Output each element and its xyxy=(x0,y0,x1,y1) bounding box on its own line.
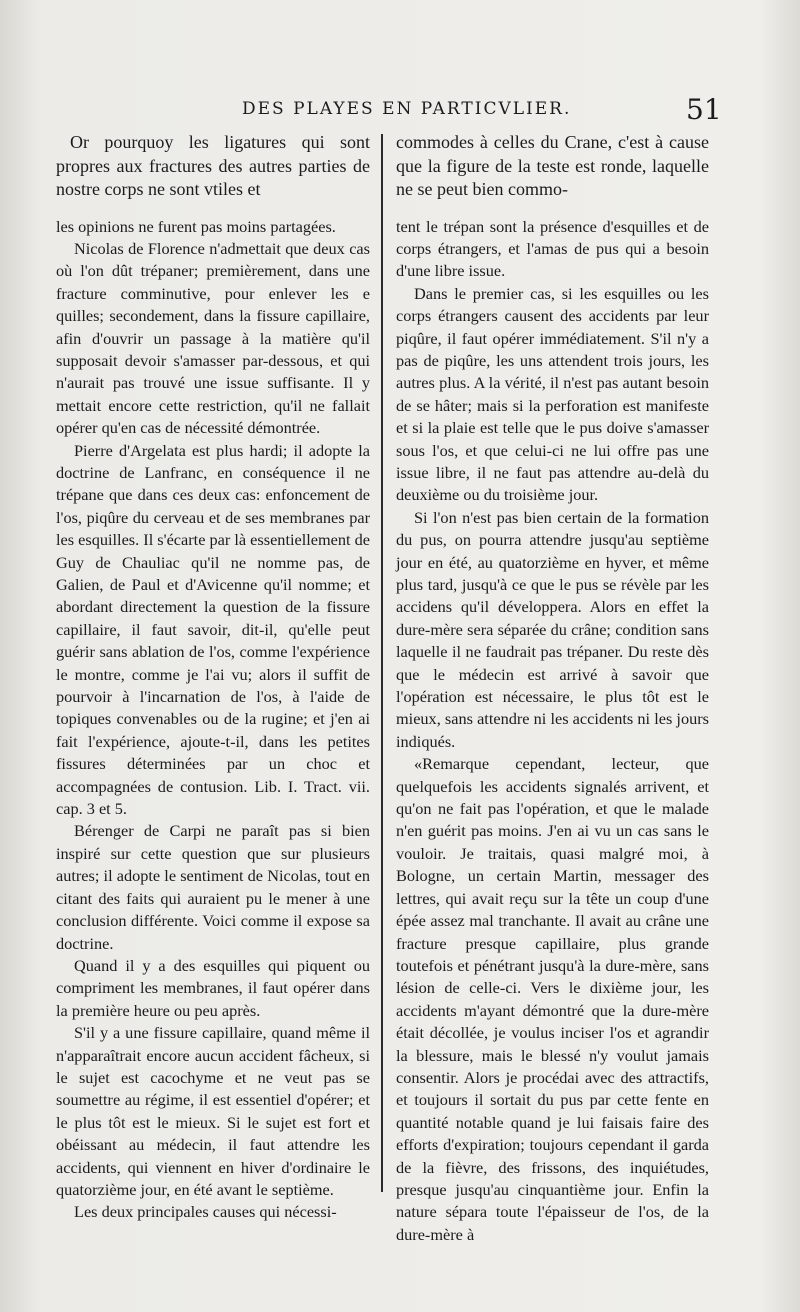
left-column xyxy=(56,131,370,1224)
left-paragraph: les opinions ne furent pas moins partagées. xyxy=(56,216,336,236)
right-lead-text: commodes à celles du Crane, c'est à cause que la figure de la teste est ronde, laquelle ne se peut bien commo- xyxy=(396,132,709,199)
left-paragraph: Nicolas de Florence n'admettait que deux cas où l'on dût trépaner; premièrement, dans une fracture comminutive, pour enlever les e quilles; secondement, dans la fissure capillaire, afin d'ouvrir un passage à la matière qu'il supposait devoir s'amasser par-dessous, et qui n'aurait pas trouvé une issue suffisante. Il y mettait encore cette restriction, qu'il ne fallait opérer qu'en cas de nécessité démontrée. xyxy=(56,238,370,438)
left-paragraph: Bérenger de Carpi ne paraît pas si bien inspiré sur cette question que sur plusieurs autres; il adopte le sentiment de Nicolas, tout en citant des faits qui auraient pu le mener à une conclusion différente. Voici comme il expose sa doctrine. xyxy=(56,821,370,953)
left-paragraph: Pierre d'Argelata est plus hardi; il adopte la doctrine de Lanfranc, en conséquence il ne trépane que dans ces deux cas: enfoncement de l'os, piqûre du cerveau et de ses membranes par les esquilles. Il s'écarte par là essentiellement de Guy de Chauliac qu'il ne nomme pas, de Galien, de Paul et d'Avicenne qu'il nomme; et abordant directement la question de la fissure capillaire, il faut savoir, dit-il, qu'elle peut guérir sans ablation de l'os, comme l'expérience le montre, comme je l'ai vu; alors il suffit de pourvoir à l'incarnation de l'os, à l'aide de topiques convenables ou de la rugine; et j'en ai fait l'expérience, ajoute-t-il, dans les petites fissures déterminées par un choc et accompagnées de contusion. Lib. I. Tract. vii. cap. 3 et 5. xyxy=(56,440,370,819)
right-paragraph: Dans le premier cas, si les esquilles ou les corps étrangers causent des accidents par leur piqûre, il faut opérer immédiatement. S'il n'y a pas de piqûre, les uns attendent trois jours, les autres plus. A la vérité, il n'est pas autant besoin de se hâter; mais si la perforation est manifeste et si la plaie est telle que le pus doive s'amasser sous l'os, et que celui-ci ne lui offre pas une issue libre, il ne faut pas attendre au-delà du deuxième ou du troisième jour. xyxy=(396,283,709,505)
left-paragraph: Quand il y a des esquilles qui piquent ou compriment les membranes, il faut opérer dans la première heure ou peu après. xyxy=(56,955,370,1020)
left-paragraph: Les deux principales causes qui nécessi- xyxy=(74,1202,337,1222)
right-column xyxy=(396,131,709,1246)
right-paragraph: Si l'on n'est pas bien certain de la formation du pus, on pourra attendre jusqu'au septième jour en été, au quatorzième en hyver, et même plus tard, jusqu'à ce que le pus se révèle par les accidens qu'il développera. Alors en effet la dure-mère sera séparée du crâne; condition sans laquelle il ne faudrait pas trépaner. Du reste dès que le médecin est arrivé à savoir que l'opération est nécessaire, le plus tôt est le mieux, sans attendre ni les accidents ni les jours indiqués. xyxy=(396,507,709,751)
left-lead-text: Or pourquoy les ligatures qui sont propres aux fractures des autres parties de nostre corps ne sont vtiles et xyxy=(56,132,370,199)
running-title: DES PLAYES EN PARTICVLIER. xyxy=(242,99,572,119)
right-paragraph: tent le trépan sont la présence d'esquilles et de corps étrangers, et l'amas de pus qui a besoin d'une libre issue. xyxy=(396,216,709,281)
column-divider xyxy=(381,134,383,1192)
left-paragraph: S'il y a une fissure capillaire, quand même il n'apparaîtrait encore aucun accident fâcheux, si le sujet est cacochyme et ne veut pas se soumettre au régime, il est essentiel d'opérer; et le plus tôt est le mieux. Si le sujet est fort et obéissant au médecin, il faut attendre les accidents, qui viennent en hiver d'ordinaire le quatorzième jour, en été avant le septième. xyxy=(56,1023,370,1199)
page-number: 51 xyxy=(686,93,722,126)
right-paragraph: «Remarque cependant, lecteur, que quelquefois les accidents signalés arrivent, et qu'on ne fait pas l'opération, et que le malade n'en guérit pas moins. J'en ai vu un cas sans le vouloir. Je traitais, quasi malgré moi, à Bologne, un certain Martin, messager des lettres, qui avait reçu sur la tête un coup d'une épée assez mal tranchante. Il avait au crâne une fracture presque capillaire, plus grande toutefois et pénétrant jusqu'à la dure-mère, sans lésion de celle-ci. Vers le dixième jour, les accidents m'ayant démontré que la dure-mère était décollée, je voulus inciser l'os et agrandir la blessure, mais le blessé n'y voulut jamais consentir. Alors je procédai avec des attractifs, et toujours il sortait du pus par cette fente en quantité notable quand je lui faisais faire des efforts d'expiration; toujours cependant il garda de la fièvre, des frissons, des inquiétudes, presque jusqu'au cinquantième jour. Enfin la nature sépara toute l'épaisseur de l'os, de la dure-mère à xyxy=(396,754,709,1244)
running-head xyxy=(0,93,800,126)
